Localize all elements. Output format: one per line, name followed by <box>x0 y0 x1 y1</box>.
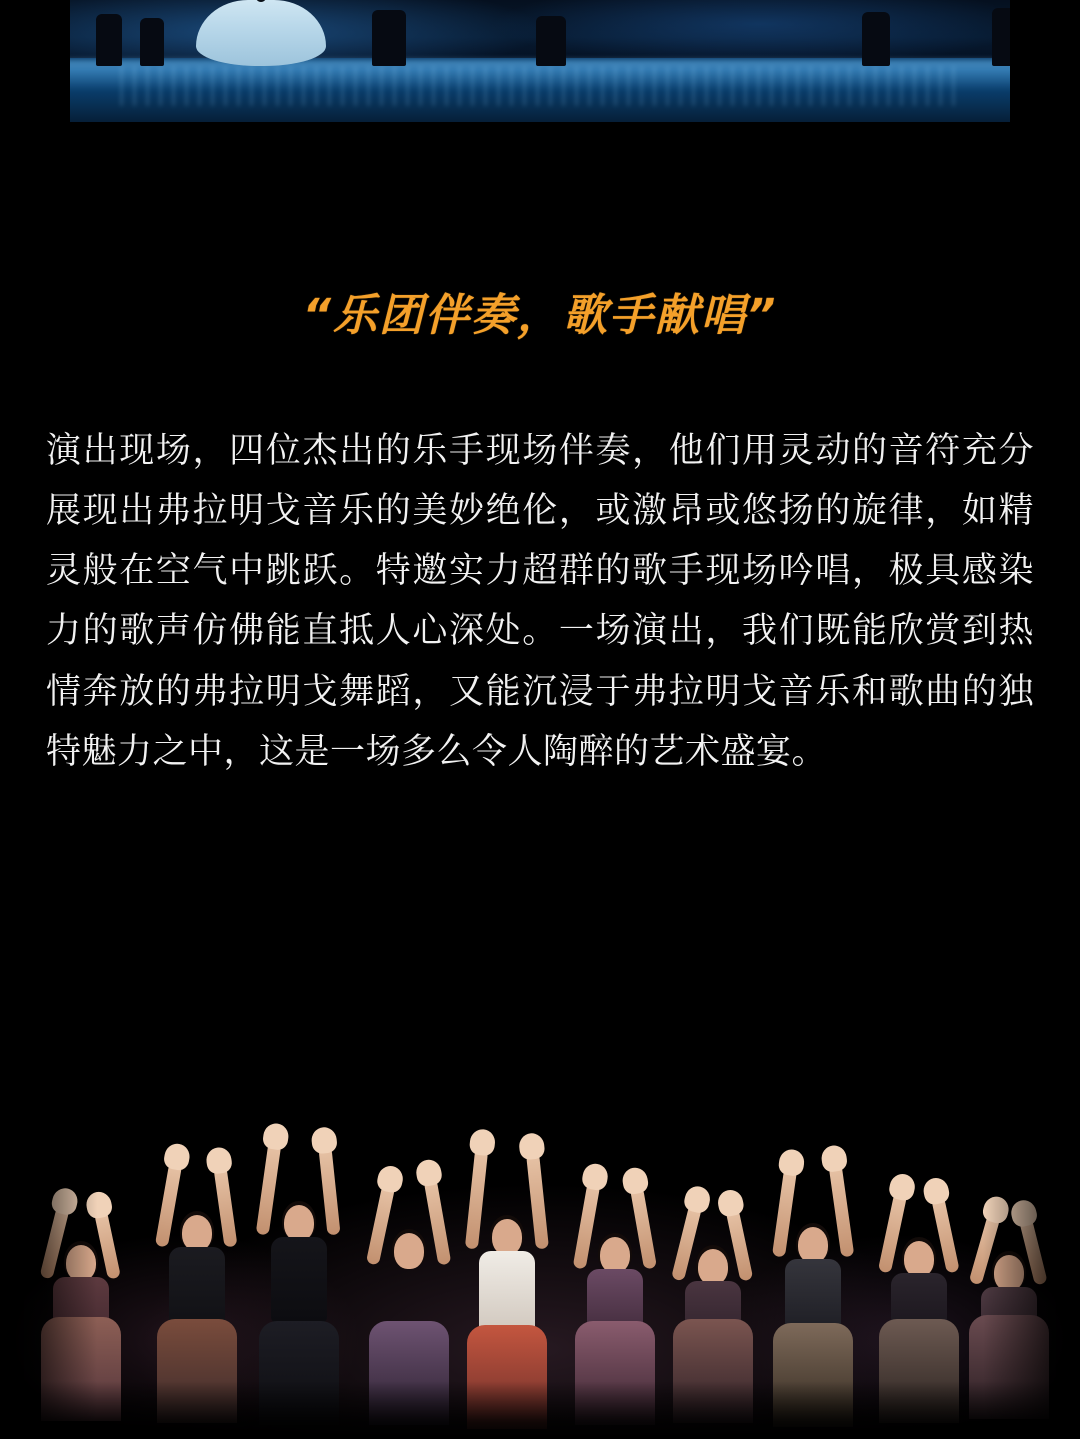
dancer-white-dress <box>196 0 326 66</box>
performer-silhouette <box>140 18 164 66</box>
article-content <box>0 122 1080 782</box>
performer-head <box>492 1219 522 1255</box>
performer-head <box>994 1255 1024 1291</box>
performer-head <box>600 1237 630 1273</box>
performer-head <box>284 1205 314 1241</box>
performer-silhouette <box>536 16 566 66</box>
article-body-paragraph: 演出现场，四位杰出的乐手现场伴奏，他们用灵动的音符充分展现出弗拉明戈音乐的美妙绝伦，或激昂或悠扬的旋律，如精灵般在空气中跳跃。特邀实力超群的歌手现场吟唱，极具感染力的歌声仿佛能直抵人心深处。一场演出，我们既能欣赏到热情奔放的弗拉明戈舞蹈，又能沉浸于弗拉明戈音乐和歌曲的独特魅力之中，这是一场多么令人陶醉的艺术盛宴。 <box>46 430 1034 772</box>
performer-head <box>66 1245 96 1281</box>
performer-head <box>904 1241 934 1277</box>
stage-performance-bottom-image <box>0 1019 1080 1439</box>
page-title: “乐团伴奏，歌手献唱” <box>302 290 778 341</box>
performer-head <box>182 1215 212 1251</box>
performer-silhouette <box>372 10 406 66</box>
performer-head <box>698 1249 728 1285</box>
stage-wing-right <box>1010 0 1080 122</box>
performer-torso <box>271 1237 327 1323</box>
stage-wing-left <box>0 0 70 122</box>
stage-floor-shadow <box>0 1381 1080 1439</box>
performer-silhouette <box>96 14 122 66</box>
performer-silhouette <box>862 12 890 66</box>
stage-floor-reflection <box>120 66 960 106</box>
stage-performance-top-image <box>0 0 1080 122</box>
performer-head <box>798 1227 828 1263</box>
performer-head <box>394 1233 424 1269</box>
